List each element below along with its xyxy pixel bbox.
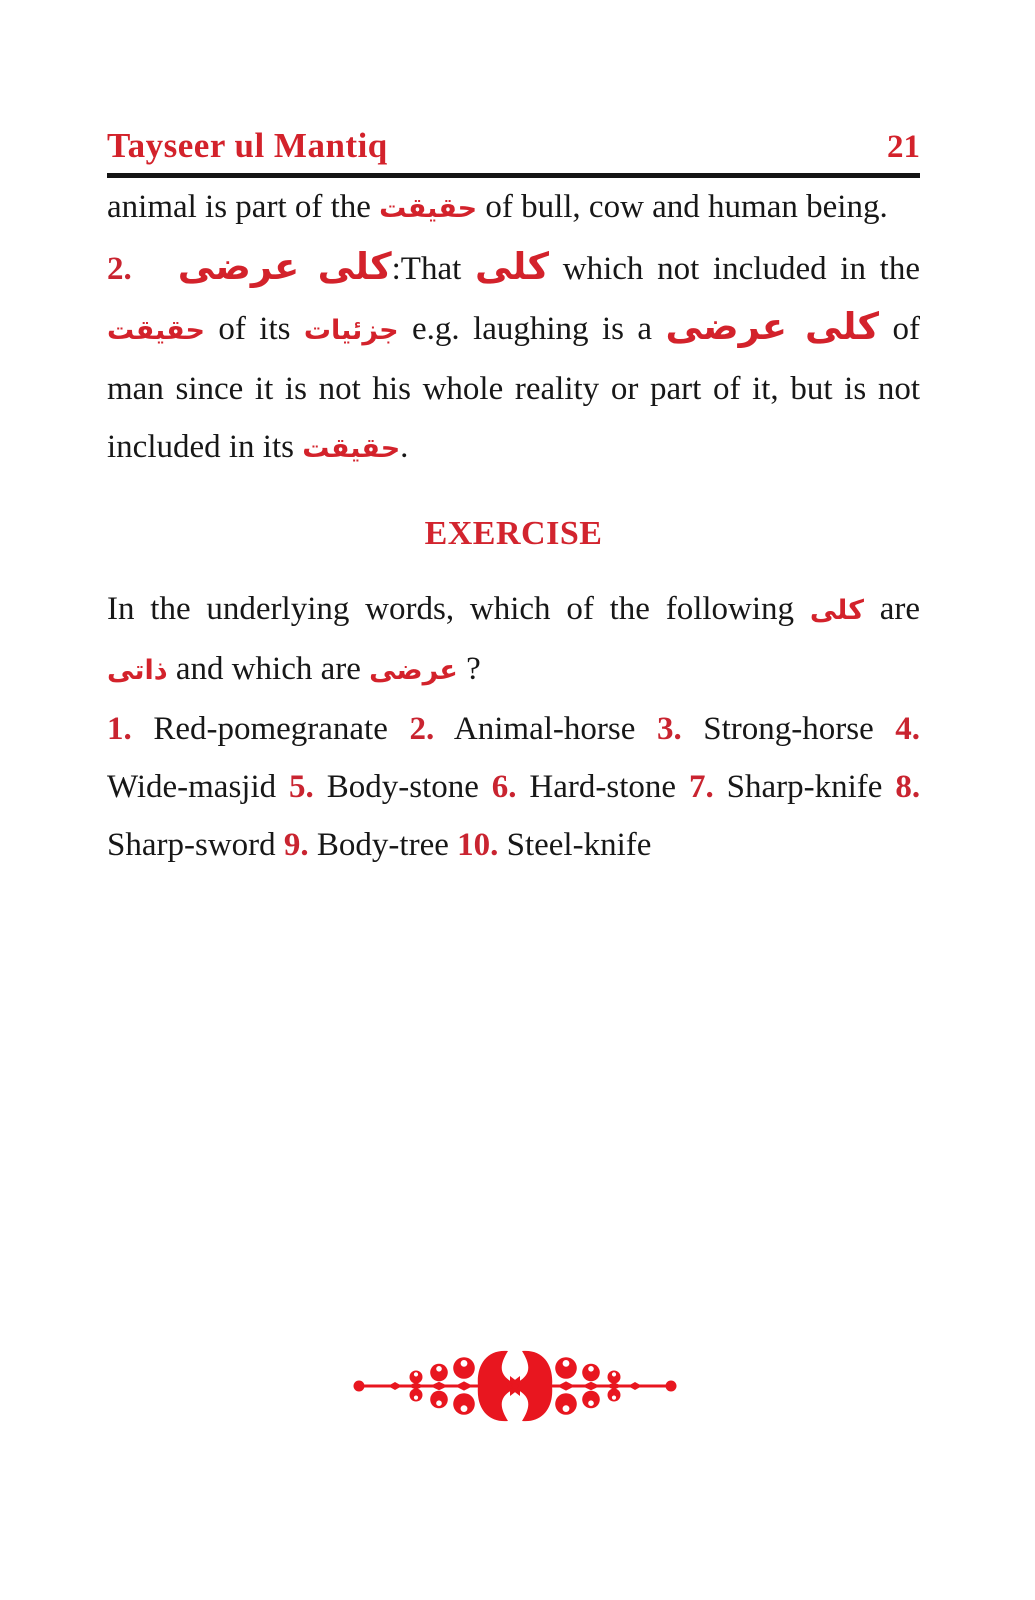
floral-divider-ornament	[350, 1340, 680, 1432]
list-item-text: Steel-knife	[506, 827, 652, 863]
exercise-word-list	[107, 700, 920, 874]
list-number: 3.	[656, 711, 682, 747]
paragraph-exercise-question	[107, 580, 920, 700]
list-item-text: Wide-masjid	[107, 769, 277, 805]
list-item-text: Hard-stone	[529, 769, 677, 805]
list-number: 5.	[289, 769, 314, 805]
english-text: ?	[457, 651, 481, 687]
arabic-term-haqiqat: حقیقت	[379, 193, 478, 224]
list-number: 2.	[409, 711, 435, 747]
arabic-term-kulli: کلی	[809, 595, 864, 626]
list-item-text: Body-stone	[326, 769, 479, 805]
exercise-heading: EXERCISE	[424, 515, 603, 552]
list-number: 1.	[107, 711, 132, 747]
list-number: 7.	[688, 769, 714, 805]
list-item-text: Sharp-knife	[726, 769, 883, 805]
english-text: of its	[204, 311, 304, 347]
english-text: of man since it is not his whole reality or part of it, but is not included in its	[107, 311, 920, 465]
page-header	[107, 126, 920, 178]
page-content	[107, 126, 920, 874]
arabic-term-haqiqat: حقیقت	[302, 433, 401, 464]
paragraph-kulli-arazi	[107, 238, 920, 478]
list-item-text: Red-pomegranate	[153, 711, 388, 747]
english-text: animal is part of the	[107, 189, 380, 225]
english-text: e.g. laughing is a	[398, 311, 666, 347]
arabic-term-zaati: ذاتی	[107, 655, 168, 686]
page-number: 21	[887, 129, 920, 165]
english-text: :That	[391, 251, 475, 287]
english-text: .	[400, 429, 409, 465]
arabic-term-kulli-arazi: کلی عرضی	[665, 305, 880, 348]
english-text: of bull, cow and human being.	[477, 189, 888, 225]
arabic-term-haqiqat: حقیقت	[107, 315, 205, 346]
english-text: In the underlying words, which of the following	[107, 591, 810, 627]
english-text: are	[863, 591, 920, 627]
arabic-term-juzyiat: جزئیات	[303, 315, 399, 346]
list-number: 6.	[491, 769, 517, 805]
list-number: 8.	[895, 769, 921, 805]
english-text: which not included in the	[549, 251, 920, 287]
item-number: 2.	[107, 251, 132, 287]
list-item-text: Strong-horse	[703, 711, 874, 747]
list-item-text: Body-tree	[316, 827, 449, 863]
book-title: Tayseer ul Mantiq	[107, 126, 388, 165]
arabic-term-kulli-arazi: کلی عرضی	[177, 245, 392, 288]
paragraph-animal	[107, 178, 920, 238]
list-number: 10.	[457, 827, 499, 863]
arabic-term-kulli: کلی	[474, 245, 550, 288]
list-item-text: Animal-horse	[453, 711, 636, 747]
arabic-term-arazi: عرضی	[369, 655, 458, 686]
list-number: 9.	[283, 827, 309, 863]
list-item-text: Sharp-sword	[107, 827, 276, 863]
list-number: 4.	[895, 711, 921, 747]
english-text: and which are	[167, 651, 370, 687]
